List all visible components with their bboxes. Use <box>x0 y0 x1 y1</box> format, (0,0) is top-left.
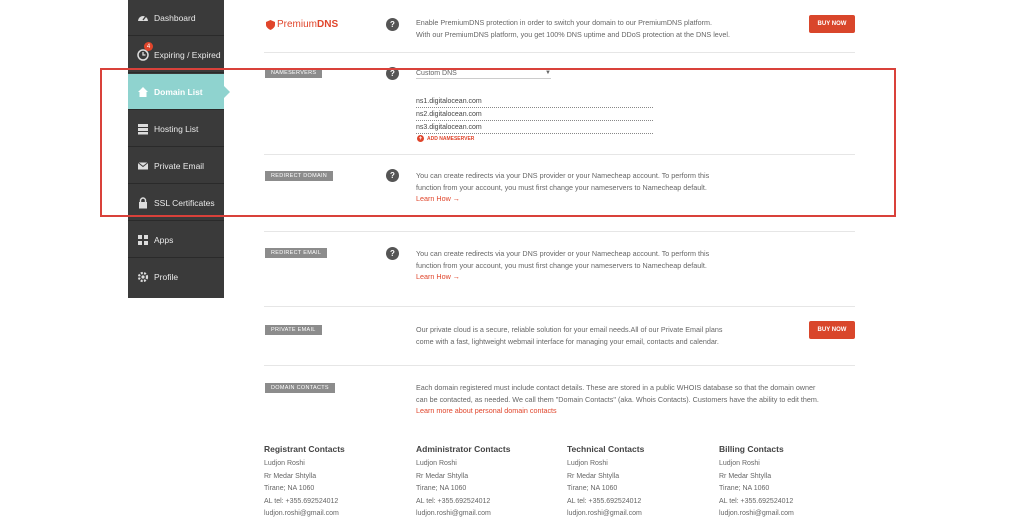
contact-street: Rr Medar Shtylla <box>416 472 469 480</box>
sidebar-item-label: Profile <box>154 272 179 282</box>
speedometer-icon <box>136 11 149 24</box>
apps-grid-icon <box>136 233 149 246</box>
contact-name: Ludjon Roshi <box>567 460 608 467</box>
learn-more-contacts-link[interactable]: Learn more about personal domain contacts <box>416 406 557 415</box>
help-icon[interactable]: ? <box>386 169 399 182</box>
premium-logo-suffix: DNS <box>317 19 339 30</box>
redirect-domain-tag: REDIRECT DOMAIN <box>265 171 333 181</box>
domain-contacts-description <box>416 382 819 417</box>
help-icon[interactable]: ? <box>386 247 399 260</box>
billing-contacts <box>719 444 859 521</box>
nameservers-tag: NAMESERVERS <box>265 68 322 78</box>
sidebar-item-profile[interactable] <box>128 259 224 295</box>
contact-city: Tirane; NA 1060 <box>416 485 467 492</box>
description-line: come with a fast, lightweight webmail interface for managing your email, contacts and calendar. <box>416 336 719 346</box>
divider <box>264 231 855 232</box>
contact-phone: AL tel: +355.692524012 <box>416 497 491 505</box>
private-email-buy-button[interactable]: BUY NOW <box>809 321 855 339</box>
contact-name: Ludjon Roshi <box>719 460 760 467</box>
add-nameserver-label: ADD NAMESERVER <box>427 135 475 142</box>
sidebar-item-label: Dashboard <box>154 12 196 23</box>
domain-contacts-tag: DOMAIN CONTACTS <box>265 383 335 393</box>
description-line: Our private cloud is a secure, reliable solution for your email needs.All of our Private Email plans <box>416 325 723 334</box>
administrator-contacts <box>416 444 556 521</box>
description-line: You can create redirects via your DNS provider or your Namecheap account. To perform this <box>416 171 710 180</box>
shield-icon <box>266 20 275 30</box>
description-line: Each domain registered must include contact details. These are stored in a public WHOIS database so that the domain owner <box>416 383 816 392</box>
description-line: With our PremiumDNS platform, you get 100% DNS uptime and DDoS protection at the DNS level. <box>416 29 730 39</box>
help-icon[interactable]: ? <box>386 67 399 80</box>
redirect-email-description <box>416 248 709 283</box>
nameserver-input-3[interactable]: ns3.digitalocean.com <box>416 122 653 134</box>
description-line: You can create redirects via your DNS provider or your Namecheap account. To perform this <box>416 249 710 258</box>
technical-contacts <box>567 444 707 521</box>
nameserver-input-2[interactable]: ns2.digitalocean.com <box>416 109 653 121</box>
sidebar-item-apps[interactable] <box>128 222 224 258</box>
learn-how-link[interactable]: Learn How → <box>416 272 460 281</box>
contact-email: ludjon.roshi@gmail.com <box>719 510 794 517</box>
contact-street: Rr Medar Shtylla <box>264 472 317 480</box>
expiring-count-badge: 4 <box>144 42 153 51</box>
contact-city: Tirane; NA 1060 <box>264 485 315 492</box>
contact-name: Ludjon Roshi <box>264 460 305 467</box>
chevron-down-icon: ▼ <box>545 70 551 76</box>
contact-email: ludjon.roshi@gmail.com <box>416 510 491 517</box>
learn-how-link[interactable]: Learn How → <box>416 194 460 203</box>
dns-type-value: Custom DNS <box>416 69 457 77</box>
private-email-tag: PRIVATE EMAIL <box>265 325 322 335</box>
description-line: function from your account, you must first change your nameservers to Namecheap default. <box>416 182 707 192</box>
divider <box>264 365 855 366</box>
sidebar-item-label: Hosting List <box>154 123 199 134</box>
description-line: function from your account, you must first change your nameservers to Namecheap default. <box>416 260 707 270</box>
highlight-box <box>100 68 896 217</box>
sidebar-item-label: Private Email <box>154 160 205 171</box>
sidebar-item-label: Apps <box>154 234 174 245</box>
description-line: Enable PremiumDNS protection in order to switch your domain to our PremiumDNS platform. <box>416 18 713 27</box>
contact-city: Tirane; NA 1060 <box>719 485 770 492</box>
premium-dns-logo <box>266 19 338 30</box>
sidebar-item-label: SSL Certificates <box>154 197 215 208</box>
contact-street: Rr Medar Shtylla <box>719 472 772 480</box>
description-line: can be contacted, as needed. We call them "Domain Contacts" (aka. Whois Contacts). Customers have the ability to edit them. <box>416 394 819 404</box>
premium-dns-buy-button[interactable]: BUY NOW <box>809 15 855 33</box>
registrant-contacts <box>264 444 404 521</box>
divider <box>264 52 855 53</box>
contact-email: ludjon.roshi@gmail.com <box>264 510 339 517</box>
divider <box>264 306 855 307</box>
contact-phone: AL tel: +355.692524012 <box>264 497 339 505</box>
sidebar-item-label: Expiring / Expired <box>154 49 221 60</box>
sidebar-item-dashboard[interactable] <box>128 0 224 36</box>
contact-heading: Technical Contacts <box>567 444 645 454</box>
plus-icon: + <box>418 135 423 142</box>
contact-name: Ludjon Roshi <box>416 460 457 467</box>
help-icon[interactable]: ? <box>386 18 399 31</box>
private-email-description <box>416 324 722 347</box>
contact-phone: AL tel: +355.692524012 <box>567 497 642 505</box>
contact-street: Rr Medar Shtylla <box>567 472 620 480</box>
premium-dns-description <box>416 17 730 40</box>
contact-heading: Registrant Contacts <box>264 444 345 454</box>
contact-email: ludjon.roshi@gmail.com <box>567 510 642 517</box>
contact-city: Tirane; NA 1060 <box>567 485 618 492</box>
nameserver-input-1[interactable]: ns1.digitalocean.com <box>416 96 653 108</box>
sidebar-item-label: Domain List <box>154 86 203 97</box>
redirect-email-tag: REDIRECT EMAIL <box>265 248 327 258</box>
contact-phone: AL tel: +355.692524012 <box>719 497 794 505</box>
gear-icon <box>136 271 149 284</box>
premium-logo-prefix: Premium <box>277 19 318 30</box>
contact-heading: Administrator Contacts <box>416 444 511 454</box>
contact-heading: Billing Contacts <box>719 444 784 454</box>
